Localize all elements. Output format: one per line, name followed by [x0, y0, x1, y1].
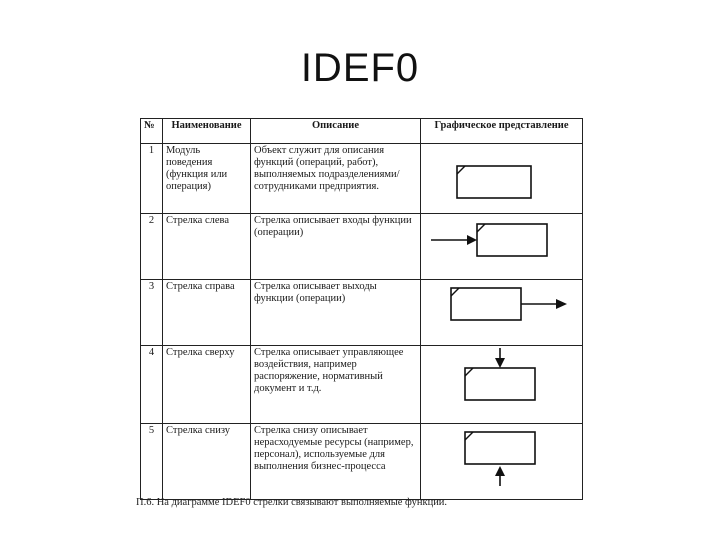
row-graphic — [421, 346, 583, 424]
table-row — [141, 346, 583, 424]
input-arrow-icon — [421, 214, 581, 278]
row-description: Стрелка описывает входы функции (операции) — [251, 214, 421, 280]
table-row — [141, 424, 583, 500]
row-num: 3 — [141, 280, 163, 346]
row-name: Стрелка сверху — [163, 346, 251, 424]
table-row — [141, 214, 583, 280]
row-name: Стрелка справа — [163, 280, 251, 346]
table-row — [141, 280, 583, 346]
row-description: Стрелка снизу описывает нерасходуемые ресурсы (например, персонал), используемые для выполнения бизнес-процесса — [251, 424, 421, 500]
row-name: Стрелка слева — [163, 214, 251, 280]
header-num: № — [141, 119, 163, 144]
idef0-elements-table — [140, 118, 583, 500]
mechanism-arrow-icon — [421, 424, 581, 498]
row-num: 5 — [141, 424, 163, 500]
row-name: Модуль поведения (функция или операция) — [163, 144, 251, 214]
row-graphic — [421, 280, 583, 346]
control-arrow-icon — [421, 346, 581, 422]
figure-caption: П.6. На диаграмме IDEF0 стрелки связывают выполняемые функции. — [136, 497, 448, 508]
row-num: 4 — [141, 346, 163, 424]
row-graphic — [421, 144, 583, 214]
row-num: 2 — [141, 214, 163, 280]
row-graphic — [421, 424, 583, 500]
row-num: 1 — [141, 144, 163, 214]
scanned-table-image — [136, 112, 582, 514]
table-header-row — [141, 119, 583, 144]
output-arrow-icon — [421, 280, 581, 344]
header-graphic: Графическое представление — [421, 119, 583, 144]
table-row — [141, 144, 583, 214]
row-description: Стрелка описывает выходы функции (операции) — [251, 280, 421, 346]
row-name: Стрелка снизу — [163, 424, 251, 500]
header-name: Наименование — [163, 119, 251, 144]
row-description: Стрелка описывает управляющее воздействия, например распоряжение, нормативный документ и т.д. — [251, 346, 421, 424]
row-description: Объект служит для описания функций (операций, работ), выполняемых подразделениями/сотрудниками предприятия. — [251, 144, 421, 214]
function-box-icon — [421, 144, 581, 212]
slide-title: IDEF0 — [300, 46, 420, 90]
header-description: Описание — [251, 119, 421, 144]
row-graphic — [421, 214, 583, 280]
